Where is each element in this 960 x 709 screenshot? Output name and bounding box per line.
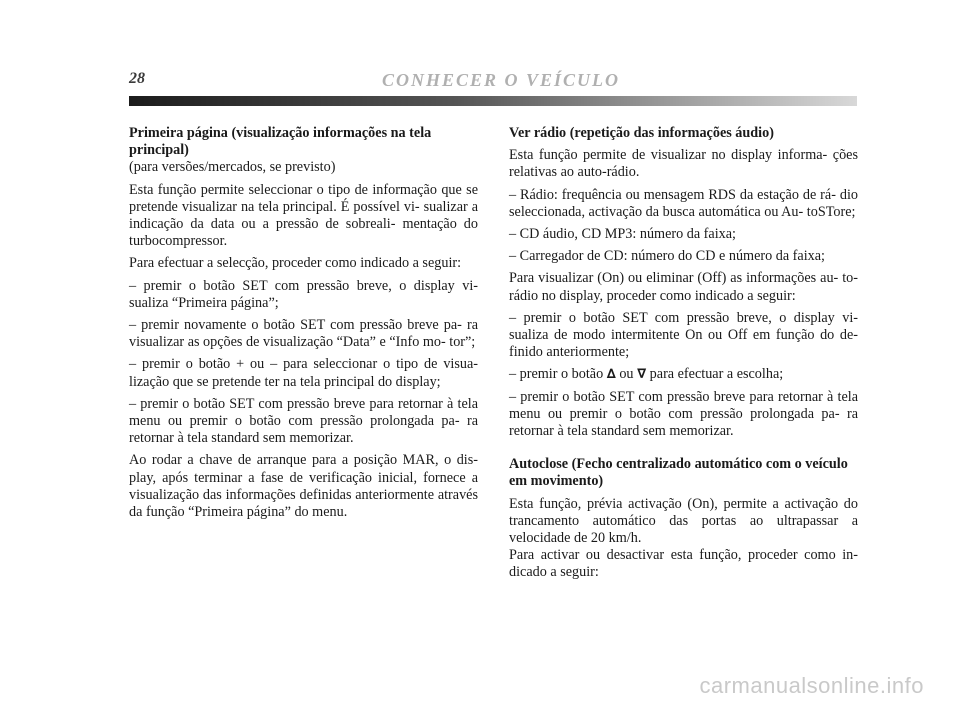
watermark: carmanualsonline.info xyxy=(699,673,924,698)
right-column xyxy=(509,125,858,587)
left-heading: Primeira página (visualização informações na tela principal) xyxy=(129,125,432,159)
right-paragraph: Para activar ou desactivar esta função, proceder como in- dicado a seguir: xyxy=(509,547,858,581)
choice-middle: ou xyxy=(619,366,634,383)
right-paragraph: – premir o botão SET com pressão breve para retornar à tela menu ou premir o botão com pressão prolongada pa- ra retornar à tela standard sem memorizar. xyxy=(509,388,858,440)
left-paragraph: – premir o botão + ou – para seleccionar o tipo de visua- lização que se pretende ter na tela principal do display; xyxy=(129,356,478,390)
left-paragraph: Ao rodar a chave de arranque para a posição MAR, o dis- play, após terminar a fase de verificação inicial, fornece a visualização das informações definidas anteriormente através da função “Primeira página” do menu. xyxy=(129,452,478,521)
up-arrow-icon: ∆ xyxy=(606,367,616,383)
right-paragraph: – CD áudio, CD MP3: número da faixa; xyxy=(509,226,736,243)
page-number: 28 xyxy=(129,70,145,87)
left-paragraph: Para efectuar a selecção, proceder como indicado a seguir: xyxy=(129,255,462,272)
left-subheading: (para versões/mercados, se previsto) xyxy=(129,159,336,176)
right-heading-ver-radio: Ver rádio (repetição das informações áudio) xyxy=(509,125,774,141)
right-paragraph-choice xyxy=(509,366,858,383)
left-paragraph: – premir novamente o botão SET com pressão breve pa- ra visualizar as opções de visualização “Data” e “Info mo- tor”; xyxy=(129,317,478,351)
left-paragraph: – premir o botão SET com pressão breve, o display vi- sualiza “Primeira página”; xyxy=(129,277,478,311)
header-rule xyxy=(129,96,857,106)
left-column xyxy=(129,125,478,526)
choice-prefix: – premir o botão xyxy=(509,366,604,383)
right-paragraph: Esta função permite de visualizar no display informa- ções relativas ao auto-rádio. xyxy=(509,147,858,181)
left-paragraph: – premir o botão SET com pressão breve para retornar à tela menu ou premir o botão com pressão prolongada pa- ra retornar à tela standard sem memorizar. xyxy=(129,395,478,447)
section-title: CONHECER O VEÍCULO xyxy=(382,70,621,90)
right-paragraph: Para visualizar (On) ou eliminar (Off) as informações au- to-rádio no display, proceder como indicado a seguir: xyxy=(509,270,858,304)
choice-suffix: para efectuar a escolha; xyxy=(649,366,784,383)
section-gap xyxy=(509,445,858,456)
right-paragraph: – Rádio: frequência ou mensagem RDS da estação de rá- dio seleccionada, activação da busca automática ou Au- toSTore; xyxy=(509,186,858,220)
right-paragraph: – Carregador de CD: número do CD e número da faixa; xyxy=(509,248,825,265)
right-paragraph: Esta função, prévia activação (On), permite a activação do trancamento automático das portas ao ultrapassar a velocidade de 20 km/h. xyxy=(509,495,858,547)
left-paragraph: Esta função permite seleccionar o tipo de informação que se pretende visualizar na tela principal. É possível vi- sualizar a indicação da data ou a pressão de sobreali- mentação do turbocompressor. xyxy=(129,181,478,250)
right-heading-autoclose: Autoclose (Fecho centralizado automático com o veículo em movimento) xyxy=(509,456,848,490)
down-arrow-icon: ∇ xyxy=(637,367,647,383)
right-paragraph: – premir o botão SET com pressão breve, o display vi- sualiza de modo intermitente On ou Off em função do de- finido anteriormente; xyxy=(509,309,858,361)
